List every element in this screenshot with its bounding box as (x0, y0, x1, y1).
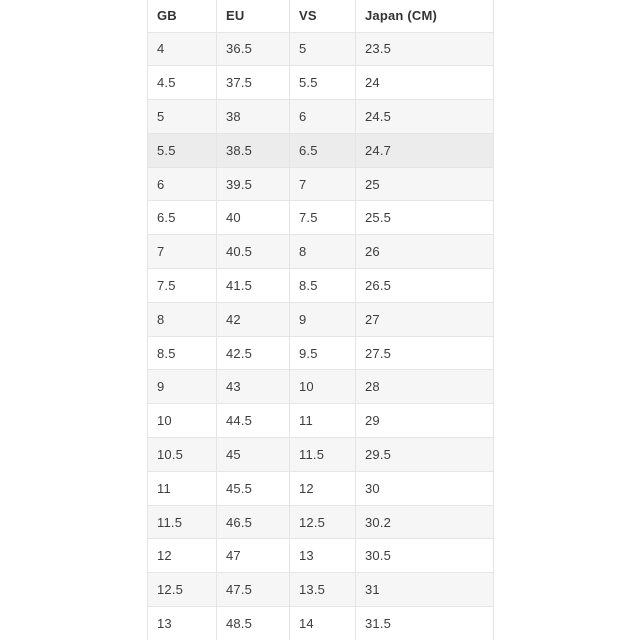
cell-eu: 39.5 (217, 167, 290, 201)
cell-eu: 42.5 (217, 336, 290, 370)
cell-vs: 13.5 (290, 573, 356, 607)
cell-eu: 47 (217, 539, 290, 573)
cell-vs: 10 (290, 370, 356, 404)
cell-eu: 42 (217, 302, 290, 336)
cell-vs: 11.5 (290, 438, 356, 472)
cell-vs: 12 (290, 471, 356, 505)
table-row (148, 438, 494, 472)
cell-gb: 12.5 (148, 573, 217, 607)
cell-eu: 45 (217, 438, 290, 472)
cell-japan: 30 (356, 471, 494, 505)
cell-japan: 29 (356, 404, 494, 438)
cell-vs: 6 (290, 100, 356, 134)
header-gb: GB (148, 0, 217, 32)
cell-japan: 28 (356, 370, 494, 404)
cell-vs: 11 (290, 404, 356, 438)
cell-japan: 27.5 (356, 336, 494, 370)
table-row (148, 167, 494, 201)
cell-vs: 6.5 (290, 133, 356, 167)
table-row (148, 235, 494, 269)
table-row (148, 505, 494, 539)
table-row (148, 539, 494, 573)
cell-eu: 45.5 (217, 471, 290, 505)
size-conversion-table (147, 0, 494, 640)
cell-japan: 31.5 (356, 607, 494, 640)
table-row (148, 302, 494, 336)
cell-gb: 7.5 (148, 269, 217, 303)
cell-vs: 14 (290, 607, 356, 640)
cell-gb: 8 (148, 302, 217, 336)
cell-eu: 47.5 (217, 573, 290, 607)
header-eu: EU (217, 0, 290, 32)
cell-japan: 24.5 (356, 100, 494, 134)
table-row (148, 100, 494, 134)
table-header (148, 0, 494, 32)
table-row (148, 66, 494, 100)
table-row-highlighted (148, 133, 494, 167)
cell-gb: 10.5 (148, 438, 217, 472)
cell-vs: 9.5 (290, 336, 356, 370)
cell-eu: 36.5 (217, 32, 290, 66)
cell-gb: 10 (148, 404, 217, 438)
cell-gb: 5.5 (148, 133, 217, 167)
header-japan: Japan (CM) (356, 0, 494, 32)
cell-japan: 29.5 (356, 438, 494, 472)
cell-eu: 44.5 (217, 404, 290, 438)
cell-eu: 43 (217, 370, 290, 404)
cell-japan: 31 (356, 573, 494, 607)
cell-gb: 11 (148, 471, 217, 505)
cell-japan: 26.5 (356, 269, 494, 303)
cell-vs: 7 (290, 167, 356, 201)
cell-gb: 13 (148, 607, 217, 640)
cell-vs: 7.5 (290, 201, 356, 235)
header-row (148, 0, 494, 32)
table-row (148, 607, 494, 640)
cell-gb: 8.5 (148, 336, 217, 370)
cell-eu: 41.5 (217, 269, 290, 303)
cell-japan: 24.7 (356, 133, 494, 167)
cell-japan: 23.5 (356, 32, 494, 66)
table-row (148, 471, 494, 505)
cell-gb: 4 (148, 32, 217, 66)
cell-eu: 48.5 (217, 607, 290, 640)
cell-japan: 25.5 (356, 201, 494, 235)
cell-japan: 24 (356, 66, 494, 100)
cell-gb: 12 (148, 539, 217, 573)
table-row (148, 32, 494, 66)
cell-vs: 13 (290, 539, 356, 573)
cell-gb: 9 (148, 370, 217, 404)
table-body (148, 32, 494, 640)
cell-eu: 38.5 (217, 133, 290, 167)
cell-japan: 27 (356, 302, 494, 336)
cell-eu: 38 (217, 100, 290, 134)
cell-gb: 5 (148, 100, 217, 134)
table-row (148, 370, 494, 404)
cell-gb: 6 (148, 167, 217, 201)
cell-japan: 25 (356, 167, 494, 201)
cell-eu: 37.5 (217, 66, 290, 100)
cell-vs: 8.5 (290, 269, 356, 303)
cell-eu: 40 (217, 201, 290, 235)
header-vs: VS (290, 0, 356, 32)
cell-gb: 7 (148, 235, 217, 269)
table-row (148, 573, 494, 607)
cell-vs: 8 (290, 235, 356, 269)
cell-japan: 26 (356, 235, 494, 269)
cell-japan: 30.2 (356, 505, 494, 539)
cell-vs: 12.5 (290, 505, 356, 539)
cell-eu: 46.5 (217, 505, 290, 539)
table-row (148, 404, 494, 438)
cell-gb: 6.5 (148, 201, 217, 235)
table-row (148, 269, 494, 303)
cell-vs: 5 (290, 32, 356, 66)
cell-vs: 9 (290, 302, 356, 336)
cell-eu: 40.5 (217, 235, 290, 269)
cell-gb: 11.5 (148, 505, 217, 539)
cell-gb: 4.5 (148, 66, 217, 100)
table-row (148, 336, 494, 370)
cell-vs: 5.5 (290, 66, 356, 100)
table-row (148, 201, 494, 235)
cell-japan: 30.5 (356, 539, 494, 573)
